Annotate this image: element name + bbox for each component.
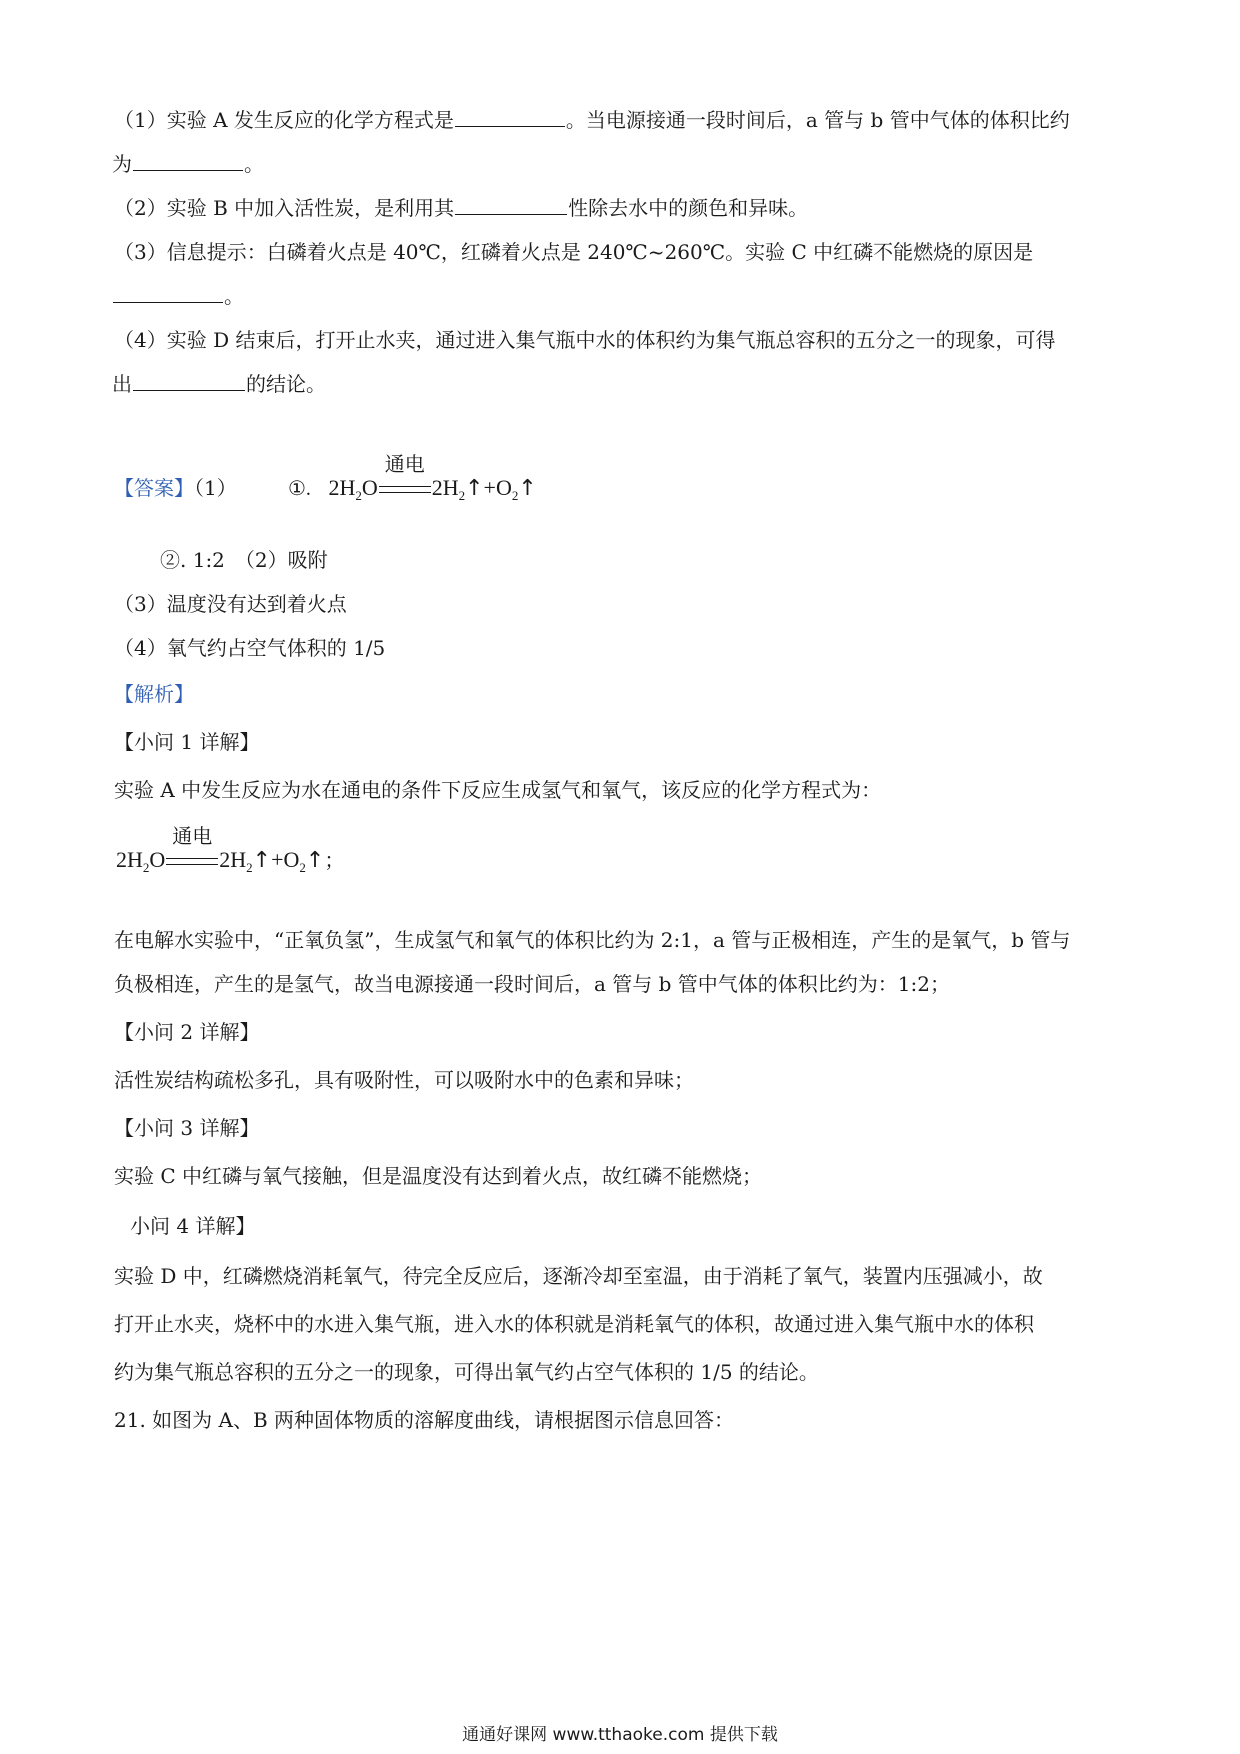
answer-line-2 (160, 546, 328, 574)
footer-text: 通通好课网 www.tthaoke.com 提供下载 (462, 1725, 778, 1745)
analysis-paragraph-1 (114, 776, 881, 804)
question-1-line-2 (112, 150, 264, 178)
answer-blank (455, 194, 567, 215)
answer-marker-1: ①. (288, 478, 311, 500)
gas-arrow-icon: ↑ (305, 848, 325, 873)
paragraph-text: 活性炭结构疏松多孔，具有吸附性，可以吸附水中的色素和异味； (114, 1068, 694, 1092)
gas-arrow-icon: ↑ (518, 476, 537, 501)
subquestion-heading: 【小问 1 详解】 (114, 730, 260, 754)
condition-label: 通电 (172, 824, 213, 848)
answer-tag: 【答案】 (114, 476, 194, 500)
answer-blank (133, 150, 243, 171)
paragraph-text: 负极相连，产生的是氢气，故当电源接通一段时间后，a 管与 b 管中气体的体积比约为：1:2； (114, 972, 950, 996)
subquestion-4-heading (130, 1212, 255, 1240)
question-21-text: 21. 如图为 A、B 两种固体物质的溶解度曲线，请根据图示信息回答： (114, 1408, 735, 1432)
question-1-text-2: 。当电源接通一段时间后，a 管与 b 管中气体的体积比约 (565, 108, 1070, 132)
answer-line-4 (114, 634, 385, 662)
analysis-paragraph-1b-line-2 (114, 970, 950, 998)
question-1-text-4: 。 (244, 152, 264, 176)
equals-sign-icon (379, 486, 431, 493)
analysis-paragraph-1b-line-1 (114, 926, 1070, 954)
analysis-paragraph-4-line-3 (114, 1358, 819, 1386)
question-4-line-2 (112, 370, 326, 398)
subquestion-1-heading (114, 728, 259, 756)
question-4-line-1 (114, 326, 1055, 354)
analysis-tag: 【解析】 (114, 682, 194, 706)
answer-text: （4）氧气约占空气体积的 1/5 (114, 636, 386, 660)
equation-text: 2H (328, 475, 356, 500)
answer-blank (455, 106, 565, 127)
subquestion-3-heading (114, 1114, 259, 1142)
equation-text: +O (483, 475, 512, 500)
question-2-text-2: 性除去水中的颜色和异味。 (568, 196, 809, 220)
equation-subscript: 2 (246, 860, 253, 875)
paragraph-text: 打开止水夹，烧杯中的水进入集气瓶，进入水的体积就是消耗氧气的体积，故通过进入集气瓶中水的体积 (114, 1312, 1034, 1336)
equals-sign-icon (166, 858, 218, 865)
answer-equation (288, 452, 537, 503)
answer-blank (133, 370, 245, 391)
paragraph-text: 实验 C 中红磷与氧气接触，但是温度没有达到着火点，故红磷不能燃烧； (114, 1164, 763, 1188)
reaction-condition (165, 824, 219, 874)
page-footer (0, 1724, 1240, 1746)
analysis-paragraph-3 (114, 1162, 762, 1190)
analysis-paragraph-4-line-2 (114, 1310, 1034, 1338)
reaction-condition (378, 452, 432, 502)
equation-subscript: 2 (458, 488, 466, 503)
paragraph-text: 实验 A 中发生反应为水在通电的条件下反应生成氢气和氧气，该反应的化学方程式为： (114, 778, 882, 802)
question-1-text: （1）实验 A 发生反应的化学方程式是 (114, 108, 454, 132)
condition-label: 通电 (384, 452, 425, 476)
question-3-line-2 (112, 282, 244, 310)
answer-text: （3）温度没有达到着火点 (114, 592, 347, 616)
question-3-text: （3）信息提示：白磷着火点是 40℃，红磷着火点是 240℃~260℃。实验 C 中红磷不能燃烧的原因是 (114, 240, 1034, 264)
question-2 (114, 194, 808, 222)
equation-subscript: 2 (142, 860, 150, 875)
analysis-paragraph-4-line-1 (114, 1262, 1043, 1290)
answer-q1-label: （1） (194, 476, 237, 500)
paragraph-text: 实验 D 中，红磷燃烧消耗氧气，待完全反应后，逐渐冷却至室温，由于消耗了氧气，装置内压强减小，故 (114, 1264, 1043, 1288)
question-4-text: （4）实验 D 结束后，打开止水夹，通过进入集气瓶中水的体积约为集气瓶总容积的五分之一的现象，可得 (114, 328, 1056, 352)
equation-text: ； (324, 850, 345, 872)
equation-subscript: 2 (299, 860, 306, 875)
question-1-line-1 (114, 106, 1070, 134)
answer-line-3 (114, 590, 347, 618)
question-4-text-2: 出 (112, 372, 132, 396)
question-21 (114, 1406, 734, 1434)
equation-text: 2H (219, 847, 247, 872)
equation-text: 2H (431, 475, 459, 500)
analysis-equation (116, 824, 345, 875)
equation-subscript: 2 (511, 488, 519, 503)
paragraph-text: 在电解水实验中，“正氧负氢”，生成氢气和氧气的体积比约为 2:1，a 管与正极相连，产生的是氧气，b 管与 (114, 928, 1071, 952)
subquestion-heading: 小问 4 详解】 (130, 1214, 256, 1238)
answer-blank (113, 282, 223, 303)
equation-subscript: 2 (355, 488, 362, 503)
subquestion-2-heading (114, 1018, 259, 1046)
question-3-line-1 (114, 238, 1033, 266)
gas-arrow-icon: ↑ (465, 476, 484, 501)
analysis-heading (114, 680, 194, 708)
analysis-paragraph-2 (114, 1066, 694, 1094)
answer-text: ②. 1:2 （2）吸附 (160, 548, 328, 572)
question-2-text: （2）实验 B 中加入活性炭，是利用其 (114, 196, 455, 220)
equation-text: 2H (116, 847, 143, 872)
paragraph-text: 约为集气瓶总容积的五分之一的现象，可得出氧气约占空气体积的 1/5 的结论。 (114, 1360, 819, 1384)
subquestion-heading: 【小问 2 详解】 (114, 1020, 260, 1044)
equation-text: +O (271, 847, 300, 872)
gas-arrow-icon: ↑ (252, 848, 272, 873)
equation-text: O (361, 475, 378, 500)
question-1-text-3: 为 (112, 152, 132, 176)
subquestion-heading: 【小问 3 详解】 (114, 1116, 260, 1140)
question-4-text-3: 的结论。 (246, 372, 326, 396)
answer-line-1 (114, 474, 237, 502)
equation-text: O (149, 847, 166, 872)
question-3-text-2: 。 (224, 284, 244, 308)
